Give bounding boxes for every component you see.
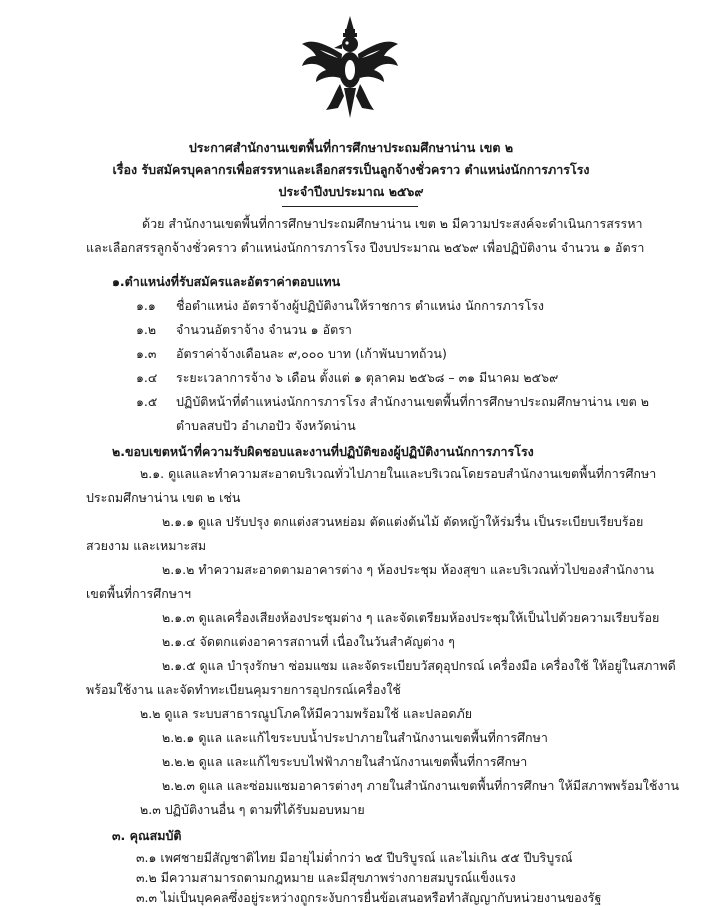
duty-2-1-cont: ประถมศึกษาน่าน เขต ๒ เช่น [86,490,241,505]
duty-2-2-1: ๒.๒.๑ ดูแล และแก้ไขระบบน้ำประปาภายในสำนักงานเขตพื้นที่การศึกษา [162,730,548,745]
duty-2-2-3: ๒.๒.๓ ดูแล และซ่อมแซมอาคารต่างๆ ภายในสำนักงานเขตพื้นที่การศึกษา ให้มีสภาพพร้อมใช้งาน [162,778,680,793]
title-divider [282,206,418,207]
announcement-subject: เรื่อง รับสมัครบุคลากรเพื่อสรรหาและเลือกสรรเป็นลูกจ้างชั่วคราว ตำแหน่งนักการภารโรง [112,162,590,177]
duty-2-1-2-cont: เขตพื้นที่การศึกษาฯ [86,586,192,601]
item-number: ๑.๕ [136,394,158,409]
duty-2-1-5: ๒.๑.๕ ดูแล บำรุงรักษา ซ่อมแซม และจัดระเบียบวัสดุอุปกรณ์ เครื่องมือ เครื่องใช้ ให้อยู่ในสภาพดี [162,658,676,673]
item-number: ๑.๓ [136,346,157,361]
item-text: อัตราค่าจ้างเดือนละ ๙,๐๐๐ บาท (เก้าพันบาทถ้วน) [176,346,447,361]
duty-2-1: ๒.๑. ดูแลและทำความสะอาดบริเวณทั่วไปภายในและบริเวณโดยรอบสำนักงานเขตพื้นที่การศึกษา [140,466,657,481]
item-text: ระยะเวลาการจ้าง ๖ เดือน ตั้งแต่ ๑ ตุลาคม ๒๕๖๘ – ๓๑ มีนาคม ๒๕๖๙ [176,370,559,385]
item-number: ๑.๔ [136,370,158,385]
duty-2-2: ๒.๒ ดูแล ระบบสาธารณูปโภคให้มีความพร้อมใช้ และปลอดภัย [140,706,473,721]
duty-2-2-2: ๒.๒.๒ ดูแล และแก้ไขระบบไฟฟ้าภายในสำนักงานเขตพื้นที่การศึกษา [162,754,528,769]
duty-2-1-1-cont: สวยงาม และเหมาะสม [86,538,207,553]
announcement-title: ประกาศสำนักงานเขตพื้นที่การศึกษาประถมศึกษาน่าน เขต ๒ [188,140,514,155]
item-number: ๑.๒ [136,322,157,337]
item-text: ปฏิบัติหน้าที่ตำแหน่งนักการภารโรง สำนักงานเขตพื้นที่การศึกษาประถมศึกษาน่าน เขต ๒ [176,394,650,409]
duty-2-3: ๒.๓ ปฏิบัติงานอื่น ๆ ตามที่ได้รับมอบหมาย [140,802,365,817]
item-text-continued: ตำบลสบปัว อำเภอปัว จังหวัดน่าน [176,418,356,433]
duty-2-1-5-cont: พร้อมใช้งาน และจัดทำทะเบียนคุมรายการอุปกรณ์เครื่องใช้ [86,682,401,697]
intro-line-2: และเลือกสรรลูกจ้างชั่วคราว ตำแหน่งนักการภารโรง ปีงบประมาณ ๒๕๖๙ เพื่อปฏิบัติงาน จำนวน ๑ อัตรา [86,240,645,255]
qualification-3-3: ๓.๓ ไม่เป็นบุคคลซึ่งอยู่ระหว่างถูกระงับการยื่นข้อเสนอหรือทำสัญญากับหน่วยงานของรัฐ [136,890,602,905]
duty-2-1-4: ๒.๑.๔ จัดตกแต่งอาคารสถานที่ เนื่องในวันสำคัญต่าง ๆ [162,634,455,649]
garuda-emblem-icon [296,14,404,122]
qualification-3-2: ๓.๒ มีความสามารถตามกฎหมาย และมีสุขภาพร่างกายสมบูรณ์แข็งแรง [136,870,516,885]
item-text: ชื่อตำแหน่ง อัตราจ้างผู้ปฏิบัติงานให้ราชการ ตำแหน่ง นักการภารโรง [176,298,545,313]
duty-2-1-3: ๒.๑.๓ ดูแลเครื่องเสียงห้องประชุมต่าง ๆ และจัดเตรียมห้องประชุมให้เป็นไปด้วยความเรียบร้อย [162,610,660,625]
item-text: จำนวนอัตราจ้าง จำนวน ๑ อัตรา [176,322,352,337]
intro-line-1: ด้วย สำนักงานเขตพื้นที่การศึกษาประถมศึกษาน่าน เขต ๒ มีความประสงค์จะดำเนินการสรรหา [142,216,643,231]
duty-2-1-1: ๒.๑.๑ ดูแล ปรับปรุง ตกแต่งสวนหย่อม ตัดแต่งต้นไม้ ตัดหญ้าให้ร่มรื่น เป็นระเบียบเรียบร้อย [162,514,644,529]
item-number: ๑.๑ [136,298,156,313]
fiscal-year: ประจำปีงบประมาณ ๒๕๖๙ [278,184,424,199]
section-2-heading: ๒.ขอบเขตหน้าที่ความรับผิดชอบและงานที่ปฏิบัติของผู้ปฏิบัติงานนักการภารโรง [112,444,534,459]
section-1-heading: ๑.ตำแหน่งที่รับสมัครและอัตราค่าตอบแทน [112,274,341,289]
duty-2-1-2: ๒.๑.๒ ทำความสะอาดตามอาคารต่าง ๆ ห้องประชุม ห้องสุขา และบริเวณทั่วไปของสำนักงาน [162,562,655,577]
qualification-3-1: ๓.๑ เพศชายมีสัญชาติไทย มีอายุไม่ต่ำกว่า ๒๕ ปีบริบูรณ์ และไม่เกิน ๕๕ ปีบริบูรณ์ [136,850,573,865]
section-3-heading: ๓. คุณสมบัติ [112,828,182,843]
